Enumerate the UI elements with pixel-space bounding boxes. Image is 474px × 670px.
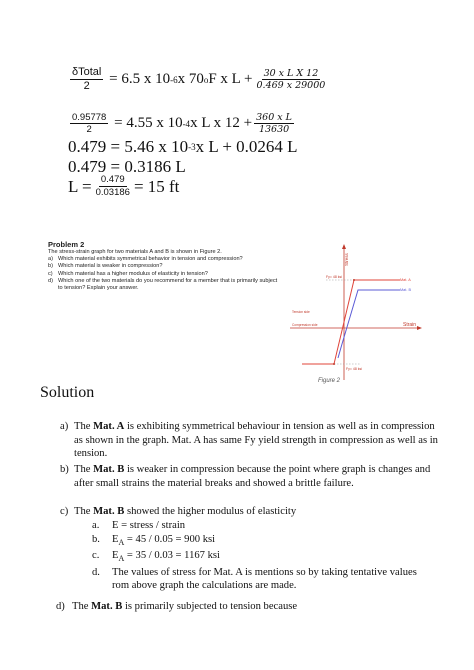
problem-question: c) Which material has a higher modulus of elasticity in tension?	[48, 270, 208, 277]
stress-arrow-icon	[342, 244, 346, 249]
strain-axis-label: Strain	[403, 322, 417, 328]
eq5-lhs: L =	[68, 176, 92, 196]
mat-a-label: Mat. A	[400, 278, 411, 282]
strain-arrow-icon	[417, 326, 422, 330]
eq1-degree: o	[203, 74, 209, 85]
tension-side-label: Tension side	[292, 310, 310, 314]
eq2-exponent: -4	[182, 118, 191, 129]
problem-question: a) Which material exhibits symmetrical behavior in tension and compression?	[48, 256, 243, 263]
fy-bottom-label: Fy= 48 ksi	[346, 367, 363, 371]
compression-side-label: Compression side	[292, 323, 318, 327]
eq1-lhs-numerator: δTotal	[72, 66, 102, 78]
eq1-exponent: -6	[170, 74, 178, 85]
answer-a: a) The Mat. A is exhibiting symmetrical behaviour in tension as well as in compression as shown in the graph. Mat. A has same Fy yield strength in compression as well as in tension.	[60, 421, 438, 459]
eq3-exponent: -3	[188, 142, 196, 152]
answer-c-items	[92, 519, 432, 593]
problem-question: d) Which one of the two materials do you recommend for a member that is primarily subject to tension? Explain your answer.	[48, 277, 278, 292]
eq1-term: 6.5 x 10	[121, 71, 171, 87]
eq4-text: 0.479 = 0.3186 L	[68, 157, 186, 176]
stress-axis-label: Stress	[344, 253, 349, 266]
eq2-term2: x L x 12 +	[190, 115, 253, 131]
mat-b-curve	[338, 290, 400, 358]
answer-c-item: b. $E_A = 45 / 0.05 = 900$ ksi	[92, 533, 216, 547]
fy-top-label: Fy= 48 ksi	[326, 275, 343, 279]
answer-c: c) The Mat. B showed the higher modulus of elasticity	[60, 506, 297, 517]
yield-point-marker	[333, 363, 335, 365]
eq1-term3: F x L +	[208, 71, 253, 87]
answer-c-item: c. $E_A = 35 / 0.03 = 1167$ ksi	[92, 550, 220, 564]
eq1-term2: x 70	[177, 71, 204, 87]
eq2-term: 4.55 x 10	[126, 115, 183, 131]
eq2-lhs-numerator: 0.95778	[72, 112, 107, 123]
equation-5	[68, 174, 179, 199]
eq1-lhs-denominator: 2	[83, 80, 90, 92]
eq5-frac-denominator: 0.03186	[95, 187, 130, 198]
answer-d: d) The Mat. B is primarily subjected to tension because	[56, 601, 298, 612]
equation-1	[68, 66, 329, 93]
problem-title: Problem 2	[48, 240, 85, 249]
eq5-frac-numerator: 0.479	[100, 174, 125, 185]
figure-caption: Figure 2	[318, 378, 341, 384]
eq2-equals: =	[114, 115, 123, 131]
stress-strain-figure	[282, 240, 427, 390]
solution-heading: Solution	[40, 384, 95, 401]
problem-2-block	[48, 240, 278, 292]
mat-a-curve	[302, 280, 400, 364]
mat-b-label: Mat. B	[400, 288, 411, 292]
eq3-tail: x L + 0.0264 L	[195, 137, 298, 156]
eq2-frac-numerator: 360 x L	[256, 112, 292, 123]
eq1-frac-denominator: 0.469 x 29000	[256, 80, 326, 91]
problem-intro: The stress-strain graph for two materials A and B is shown in Figure 2.	[48, 249, 222, 255]
equation-3	[68, 137, 298, 157]
problem-question: b) Which material is weaker in compression?	[48, 263, 163, 270]
eq1-equals: =	[109, 71, 118, 87]
eq1-frac-numerator: 30 x L X 12	[263, 68, 319, 79]
eq3-text: 0.479 = 5.46 x 10	[68, 137, 189, 156]
equation-2	[68, 112, 296, 135]
eq5-rhs: = 15 ft	[133, 176, 180, 196]
yield-point-marker	[353, 279, 355, 281]
eq2-lhs-denominator: 2	[86, 124, 92, 135]
answer-b: b) The Mat. B is weaker in compression because the point where graph is changes and after small strains the material breaks and showed a brittle failure.	[60, 464, 431, 489]
eq2-frac-denominator: 13630	[258, 124, 290, 135]
answer-c-item: a. E = stress / strain	[92, 520, 186, 531]
answer-c-item: d. The values of stress for Mat. A is mentions so by taking tentative values rom above graph the calculations are made.	[92, 566, 417, 592]
